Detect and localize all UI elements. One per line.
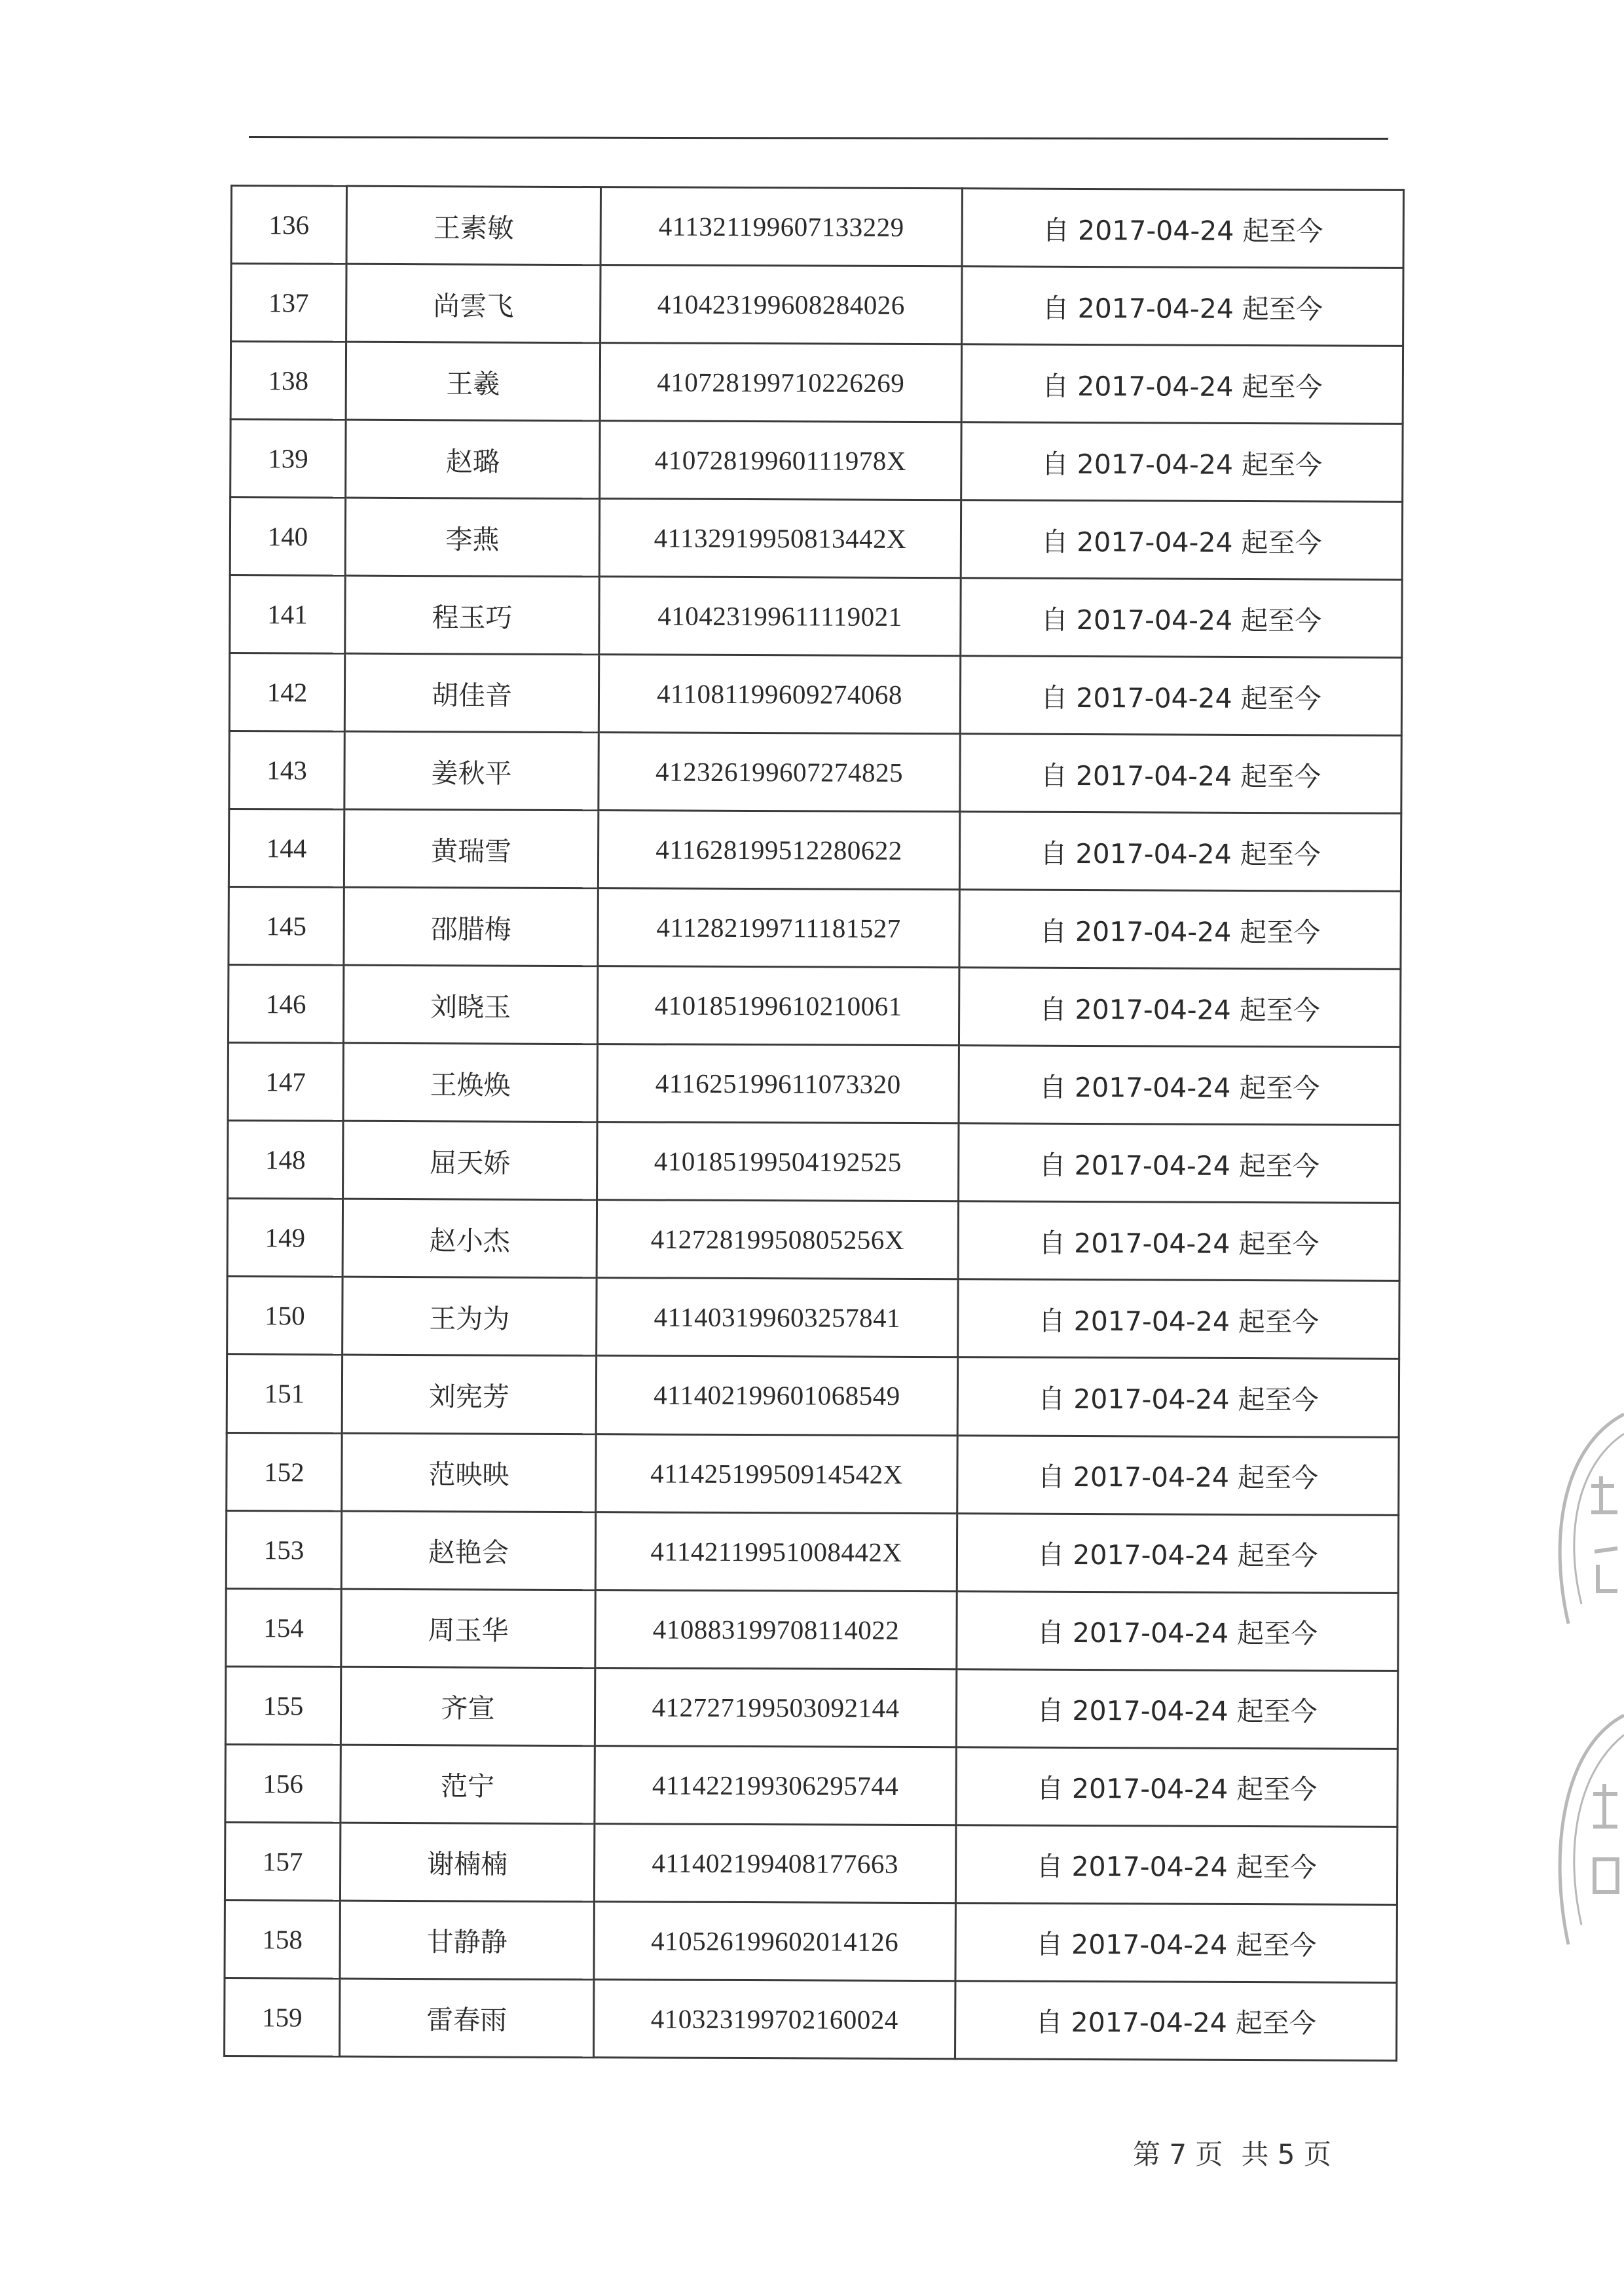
person-name: 王焕焕 bbox=[343, 1044, 597, 1123]
table-row bbox=[227, 1432, 1399, 1515]
row-number: 148 bbox=[228, 1121, 343, 1199]
person-name: 王羲 bbox=[346, 342, 600, 421]
period: 自 2017-04-24 起至今 bbox=[957, 1513, 1398, 1593]
period: 自 2017-04-24 起至今 bbox=[958, 1201, 1399, 1281]
row-number: 156 bbox=[225, 1744, 341, 1823]
period: 自 2017-04-24 起至今 bbox=[959, 968, 1400, 1048]
id-number: 410185199610210061 bbox=[597, 966, 959, 1046]
person-name: 周玉华 bbox=[341, 1589, 595, 1668]
person-name: 姜秋平 bbox=[344, 731, 599, 811]
period: 自 2017-04-24 起至今 bbox=[961, 344, 1403, 424]
row-number: 139 bbox=[231, 420, 346, 498]
row-number: 147 bbox=[228, 1043, 343, 1121]
id-number: 410526199602014126 bbox=[594, 1901, 955, 1980]
table-row bbox=[231, 264, 1403, 346]
table-row bbox=[229, 731, 1401, 814]
page-number: 第 7 页 bbox=[1133, 2138, 1223, 2170]
table-row bbox=[227, 1355, 1399, 1437]
table-row bbox=[231, 342, 1403, 424]
page-total: 共 5 页 bbox=[1241, 2138, 1331, 2170]
person-name: 胡佳音 bbox=[344, 653, 599, 733]
row-number: 149 bbox=[227, 1199, 342, 1277]
id-number: 41132919950813442X bbox=[599, 499, 961, 578]
table-row bbox=[225, 1744, 1397, 1827]
id-number: 410728199710226269 bbox=[600, 343, 961, 422]
period: 自 2017-04-24 起至今 bbox=[958, 1279, 1399, 1359]
page-footer bbox=[1133, 2133, 1331, 2172]
period: 自 2017-04-24 起至今 bbox=[962, 266, 1403, 346]
id-number: 411402199601068549 bbox=[596, 1356, 957, 1435]
table-row bbox=[225, 1822, 1397, 1904]
row-number: 137 bbox=[231, 264, 346, 342]
row-number: 154 bbox=[226, 1588, 341, 1667]
period: 自 2017-04-24 起至今 bbox=[961, 500, 1402, 580]
period: 自 2017-04-24 起至今 bbox=[956, 1747, 1397, 1827]
id-number: 411625199611073320 bbox=[597, 1044, 959, 1123]
id-number: 410423199608284026 bbox=[600, 265, 962, 344]
row-number: 158 bbox=[225, 1900, 340, 1978]
id-number: 412727199503092144 bbox=[595, 1667, 956, 1747]
id-number: 41272819950805256X bbox=[597, 1200, 958, 1279]
period: 自 2017-04-24 起至今 bbox=[957, 1435, 1399, 1515]
person-name: 赵璐 bbox=[346, 420, 600, 499]
table-row bbox=[228, 1121, 1400, 1203]
person-name: 刘宪芳 bbox=[342, 1355, 596, 1434]
roster-table-container bbox=[223, 185, 1403, 2062]
row-number: 136 bbox=[231, 186, 346, 264]
id-number: 411402199408177663 bbox=[594, 1823, 955, 1903]
person-name: 王为为 bbox=[342, 1277, 597, 1357]
table-row bbox=[228, 965, 1400, 1048]
person-name: 屈天娇 bbox=[343, 1121, 597, 1201]
id-number: 41142519950914542X bbox=[596, 1434, 957, 1513]
period: 自 2017-04-24 起至今 bbox=[959, 812, 1401, 892]
id-number: 410423199611119021 bbox=[599, 577, 961, 656]
period: 自 2017-04-24 起至今 bbox=[959, 1046, 1400, 1125]
id-number: 411403199603257841 bbox=[597, 1278, 958, 1357]
table-row bbox=[227, 1199, 1399, 1281]
id-number: 412326199607274825 bbox=[599, 733, 960, 812]
person-name: 赵小杰 bbox=[342, 1199, 597, 1279]
person-name: 李燕 bbox=[345, 498, 599, 577]
row-number: 145 bbox=[229, 887, 344, 966]
id-number: 41072819960111978X bbox=[600, 421, 961, 500]
row-number: 143 bbox=[229, 731, 344, 810]
id-number: 410185199504192525 bbox=[597, 1122, 959, 1201]
table-row bbox=[229, 887, 1401, 970]
row-number: 138 bbox=[231, 342, 346, 420]
table-row bbox=[226, 1510, 1398, 1593]
period: 自 2017-04-24 起至今 bbox=[962, 189, 1403, 268]
table-row bbox=[230, 498, 1402, 580]
period: 自 2017-04-24 起至今 bbox=[957, 1357, 1399, 1437]
row-number: 159 bbox=[225, 1978, 340, 2056]
person-name: 雷春雨 bbox=[340, 1978, 594, 2058]
period: 自 2017-04-24 起至今 bbox=[955, 1980, 1397, 2060]
table-row bbox=[229, 653, 1401, 736]
table-row bbox=[231, 420, 1403, 502]
seal-arc-lower bbox=[1560, 1715, 1624, 1944]
period: 自 2017-04-24 起至今 bbox=[956, 1669, 1397, 1749]
person-name: 刘晓玉 bbox=[343, 965, 597, 1044]
roster-table bbox=[223, 185, 1405, 2062]
table-row bbox=[227, 1277, 1399, 1359]
person-name: 王素敏 bbox=[346, 186, 600, 265]
row-number: 144 bbox=[229, 809, 344, 888]
period: 自 2017-04-24 起至今 bbox=[961, 422, 1403, 502]
id-number: 41142119951008442X bbox=[595, 1512, 957, 1591]
person-name: 邵腊梅 bbox=[344, 887, 598, 966]
row-number: 157 bbox=[225, 1822, 340, 1901]
id-number: 411282199711181527 bbox=[598, 888, 959, 968]
period: 自 2017-04-24 起至今 bbox=[959, 890, 1401, 970]
period: 自 2017-04-24 起至今 bbox=[960, 656, 1401, 736]
person-name: 范映映 bbox=[342, 1433, 596, 1512]
person-name: 范宁 bbox=[341, 1745, 595, 1824]
row-number: 152 bbox=[227, 1432, 342, 1511]
table-row bbox=[225, 1978, 1397, 2060]
person-name: 甘静静 bbox=[340, 1901, 594, 1980]
table-row bbox=[231, 186, 1403, 268]
table-row bbox=[229, 809, 1401, 892]
person-name: 齐宣 bbox=[341, 1667, 595, 1746]
row-number: 142 bbox=[229, 653, 344, 732]
id-number: 410883199708114022 bbox=[595, 1590, 957, 1669]
period: 自 2017-04-24 起至今 bbox=[955, 1825, 1397, 1904]
person-name: 程玉巧 bbox=[345, 575, 599, 655]
seal-glyph-1 bbox=[1591, 1476, 1617, 1512]
row-number: 140 bbox=[230, 498, 345, 576]
period: 自 2017-04-24 起至今 bbox=[957, 1591, 1398, 1671]
person-name: 黄瑞雪 bbox=[344, 809, 598, 888]
table-row bbox=[225, 1900, 1397, 1982]
seal-stamp-graphic bbox=[1536, 1408, 1624, 2062]
table-row bbox=[228, 1043, 1400, 1125]
id-number: 411628199512280622 bbox=[598, 811, 959, 890]
table-row bbox=[230, 575, 1402, 658]
id-number: 410323199702160024 bbox=[594, 1979, 955, 2058]
row-number: 153 bbox=[226, 1510, 341, 1589]
person-name: 谢楠楠 bbox=[340, 1823, 594, 1902]
id-number: 411321199607133229 bbox=[600, 187, 962, 266]
row-number: 155 bbox=[225, 1666, 341, 1745]
row-number: 141 bbox=[230, 575, 345, 654]
header-rule bbox=[249, 136, 1388, 140]
partial-seal-stamp bbox=[1536, 1408, 1624, 2062]
row-number: 150 bbox=[227, 1277, 342, 1355]
period: 自 2017-04-24 起至今 bbox=[955, 1903, 1397, 1982]
row-number: 146 bbox=[228, 965, 343, 1044]
seal-glyph-2 bbox=[1595, 1548, 1617, 1591]
person-name: 赵艳会 bbox=[341, 1511, 595, 1590]
id-number: 411081199609274068 bbox=[599, 655, 960, 734]
period: 自 2017-04-24 起至今 bbox=[960, 734, 1401, 814]
seal-glyph-4 bbox=[1595, 1859, 1617, 1892]
table-row bbox=[225, 1666, 1397, 1749]
seal-glyph-3 bbox=[1593, 1784, 1617, 1827]
id-number: 411422199306295744 bbox=[595, 1745, 956, 1825]
period: 自 2017-04-24 起至今 bbox=[961, 578, 1402, 658]
row-number: 151 bbox=[227, 1355, 342, 1433]
person-name: 尚雲飞 bbox=[346, 264, 600, 343]
table-row bbox=[226, 1588, 1398, 1671]
period: 自 2017-04-24 起至今 bbox=[959, 1123, 1400, 1203]
